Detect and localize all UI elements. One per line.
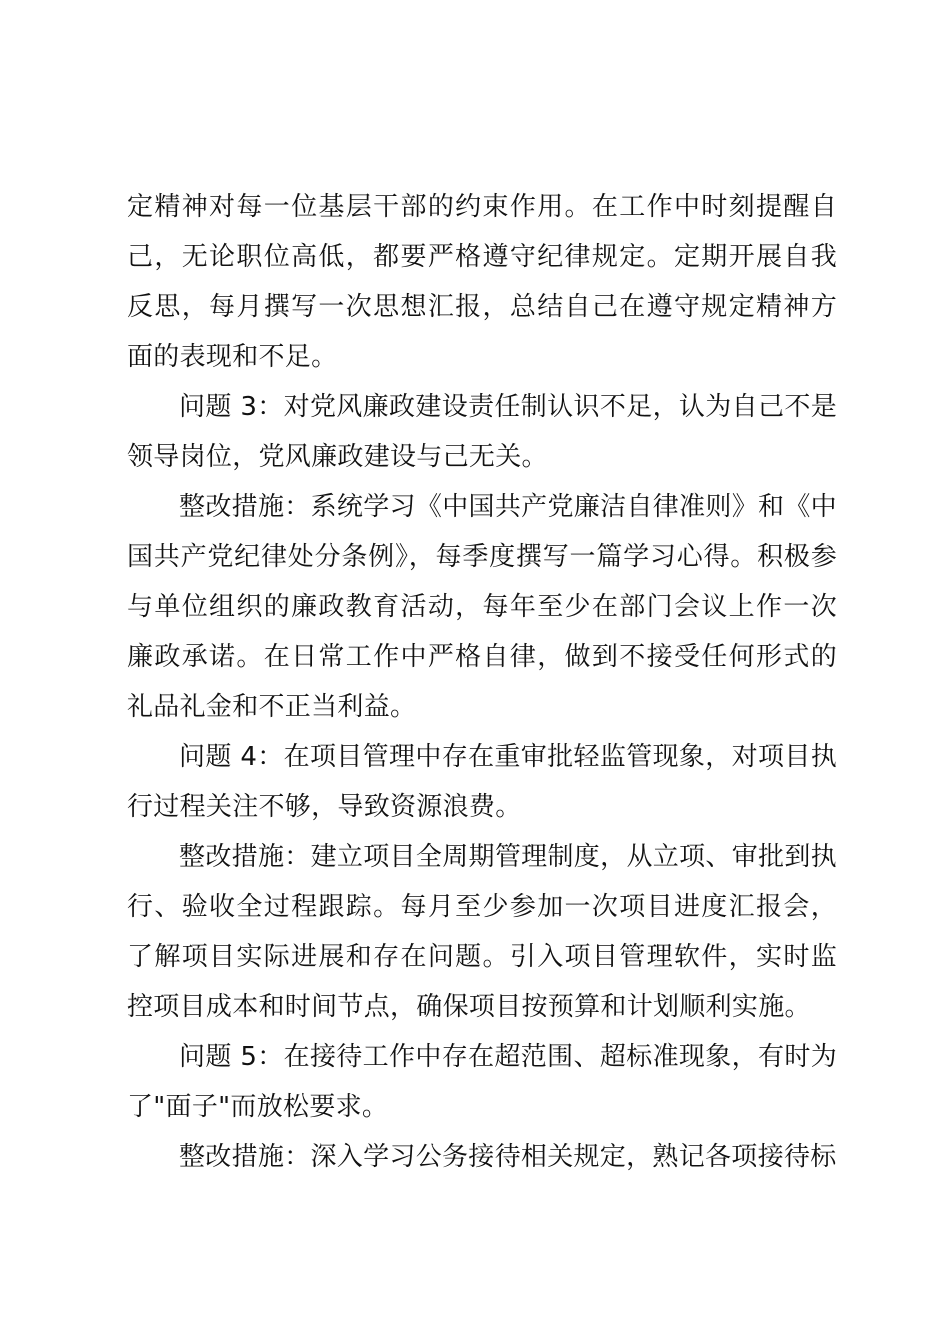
paragraph-measures-5: 整改措施：深入学习公务接待相关规定，熟记各项接待标 <box>179 1142 837 1172</box>
paragraph-measures-3: 整改措施：系统学习《中国共产党廉洁自律准则》和《中国共产党纪律处分条例》，每季度撰写一篇学习心得。积极参与单位组织的廉政教育活动，每年至少在部门会议上作一次廉政承诺。在日常工作中严格自律，做到不接受任何形式的礼品礼金和不正当利益。 <box>127 492 837 722</box>
paragraph-measures-4: 整改措施：建立项目全周期管理制度，从立项、审批到执行、验收全过程跟踪。每月至少参加一次项目进度汇报会，了解项目实际进展和存在问题。引入项目管理软件，实时监控项目成本和时间节点，确保项目按预算和计划顺利实施。 <box>127 842 837 1022</box>
paragraph-continuation: 定精神对每一位基层干部的约束作用。在工作中时刻提醒自己，无论职位高低，都要严格遵守纪律规定。定期开展自我反思，每月撰写一次思想汇报，总结自己在遵守规定精神方面的表现和不足。 <box>127 192 837 372</box>
document-body <box>127 182 837 1182</box>
paragraph-problem-4: 问题 4：在项目管理中存在重审批轻监管现象，对项目执行过程关注不够，导致资源浪费。 <box>127 742 837 822</box>
paragraph-problem-5: 问题 5：在接待工作中存在超范围、超标准现象，有时为了"面子"而放松要求。 <box>127 1042 837 1122</box>
paragraph-problem-3: 问题 3：对党风廉政建设责任制认识不足，认为自己不是领导岗位，党风廉政建设与己无关。 <box>127 392 837 472</box>
